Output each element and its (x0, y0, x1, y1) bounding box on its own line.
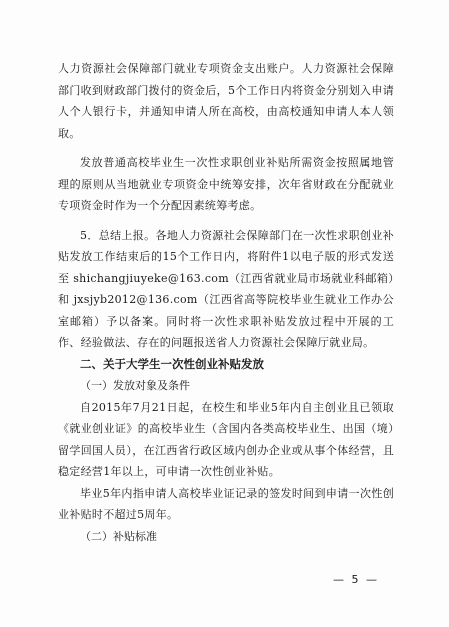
paragraph-summary-report: 5．总结上报。各地人力资源社会保障部门在一次性求职创业补贴发放工作结束后的15个工作日内，将附件1以电子版的形式发送至 shichangjiuyeke@163.com（江西省就业局市场就业科邮箱）和 jxsjyb2012@136.com（江西省高等院校毕业生就业工作办公室邮箱）予以备案。同时将一次性求职补贴发放过程中开展的工作、经验做法、存在的问题报送省人力资源社会保障厅就业局。 (58, 228, 394, 349)
paragraph-eligibility: 自2015年7月21日起，在校生和毕业5年内自主创业且已领取《就业创业证》的高校毕业生（含国内各类高校毕业生、出国（境）留学回国人员），在江西省行政区域内创办企业或从事个体经营，且稳定经营1年以上，可申请一次性创业补贴。 (58, 400, 394, 478)
page-number: — 5 — (333, 573, 379, 586)
section-heading: 二、关于大学生一次性创业补贴发放 (80, 356, 264, 371)
subsection-subsidy-standard-heading: （二）补贴标准 (80, 529, 157, 543)
paragraph-fund-transfer: 人力资源社会保障部门就业专项资金支出账户。人力资源社会保障部门收到财政部门拨付的资金后，5个工作日内将资金分别划入申请人个人银行卡，并通知申请人所在高校，由高校通知申请人本人领取。 (58, 62, 394, 140)
document-body (58, 58, 394, 547)
paragraph-five-years-definition: 毕业5年内指申请人高校毕业证记录的签发时间到申请一次性创业补贴时不超过5周年。 (58, 486, 394, 521)
paragraph-fund-source: 发放普通高校毕业生一次性求职创业补贴所需资金按照属地管理的原则从当地就业专项资金中统筹安排，次年省财政在分配就业专项资金时作为一个分配因素统筹考虑。 (58, 156, 394, 212)
subsection-eligibility-heading: （一）发放对象及条件 (80, 379, 190, 392)
